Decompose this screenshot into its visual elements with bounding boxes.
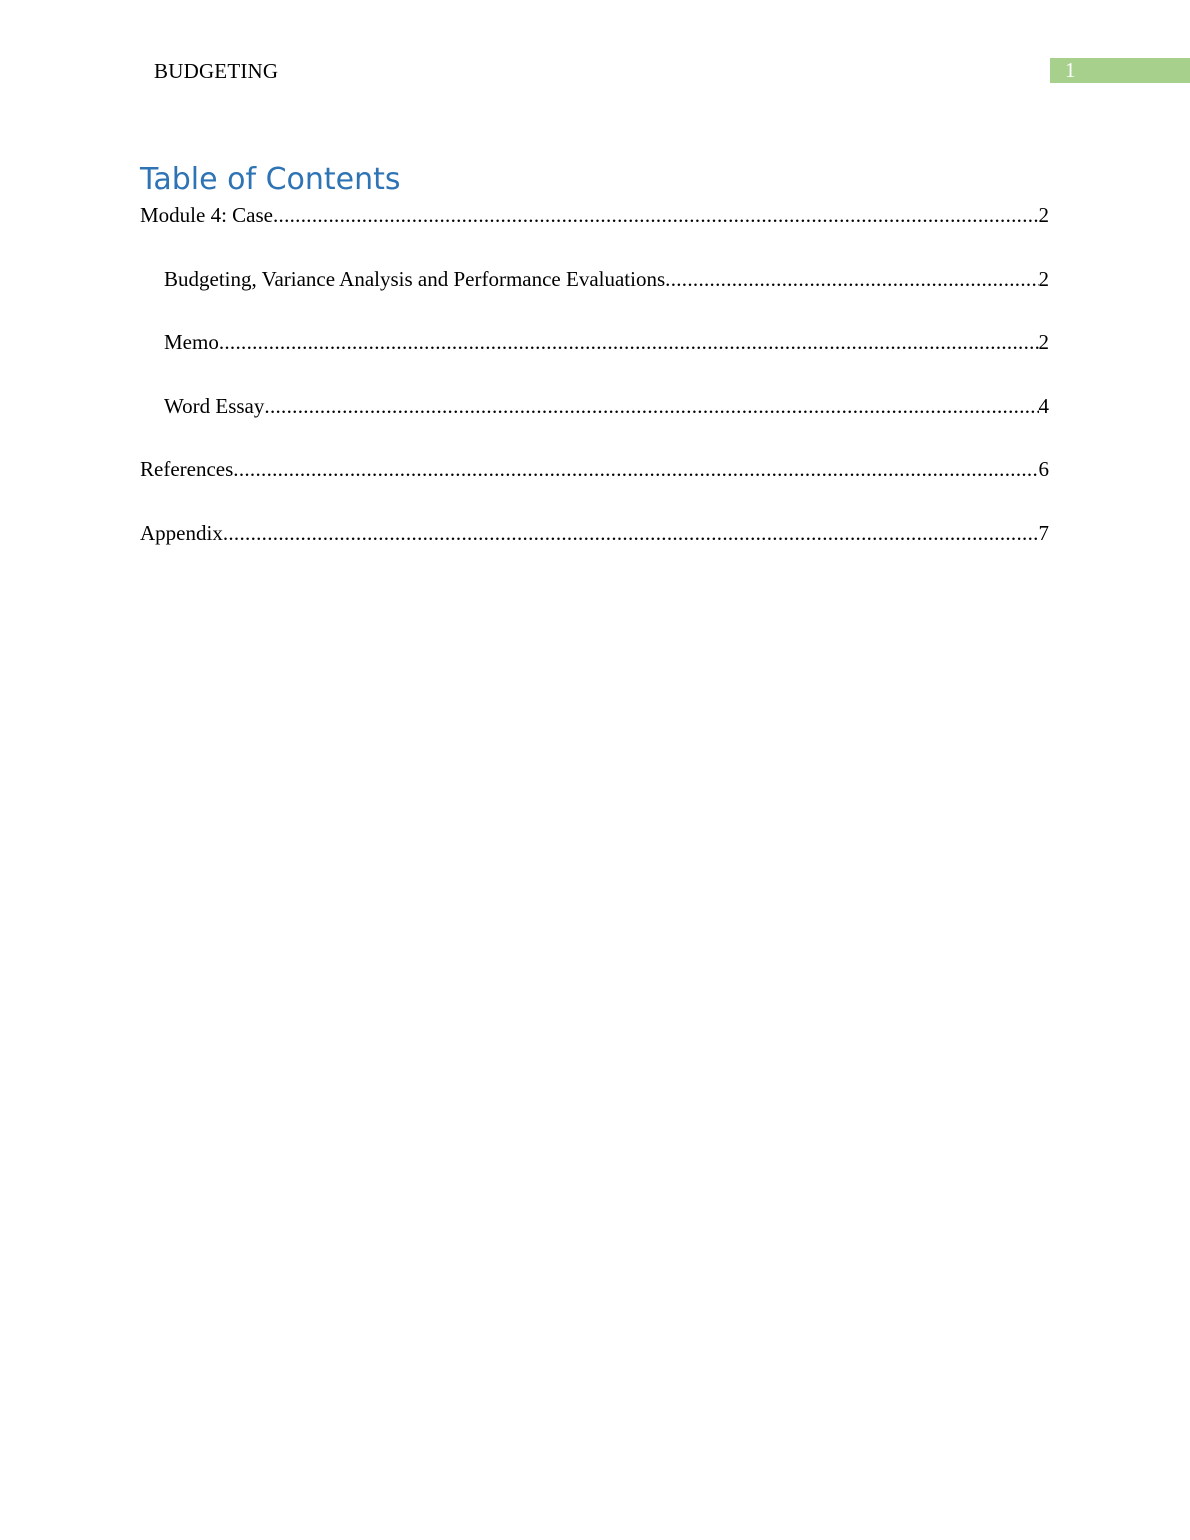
toc-dot-leader — [264, 393, 1038, 419]
toc-entry-appendix[interactable] — [140, 520, 1049, 546]
toc-entry-page: 2 — [1038, 203, 1049, 227]
toc-dot-leader — [273, 202, 1039, 228]
page-number-badge — [1050, 58, 1190, 83]
toc-entry-title: Word Essay — [164, 394, 265, 418]
toc-entry-title: References — [140, 457, 234, 481]
toc-heading: Table of Contents — [140, 162, 401, 197]
page-number: 1 — [1065, 58, 1076, 82]
toc-dot-leader — [223, 520, 1039, 546]
toc-dot-leader — [219, 329, 1039, 355]
toc-entry-page: 4 — [1038, 394, 1049, 418]
toc-entry-title: Budgeting, Variance Analysis and Performance Evaluations — [164, 267, 666, 291]
toc-entry-page: 7 — [1038, 521, 1049, 545]
toc-entry-page: 2 — [1038, 330, 1049, 354]
toc-dot-leader — [233, 456, 1038, 482]
toc-entry-references[interactable] — [140, 456, 1049, 482]
toc-dot-leader — [665, 266, 1038, 292]
toc-entry-module-4-case[interactable] — [140, 202, 1049, 228]
toc-entry-word-essay[interactable] — [164, 393, 1049, 419]
toc-entry-page: 6 — [1038, 457, 1049, 481]
toc-entry-title: Appendix — [140, 521, 223, 545]
toc-entry-page: 2 — [1038, 267, 1049, 291]
running-header-title: BUDGETING — [154, 59, 279, 83]
toc-entry-title: Memo — [164, 330, 219, 354]
toc-entry-budgeting-variance[interactable] — [164, 266, 1049, 292]
toc-entry-title: Module 4: Case — [140, 203, 273, 227]
toc-entry-memo[interactable] — [164, 329, 1049, 355]
